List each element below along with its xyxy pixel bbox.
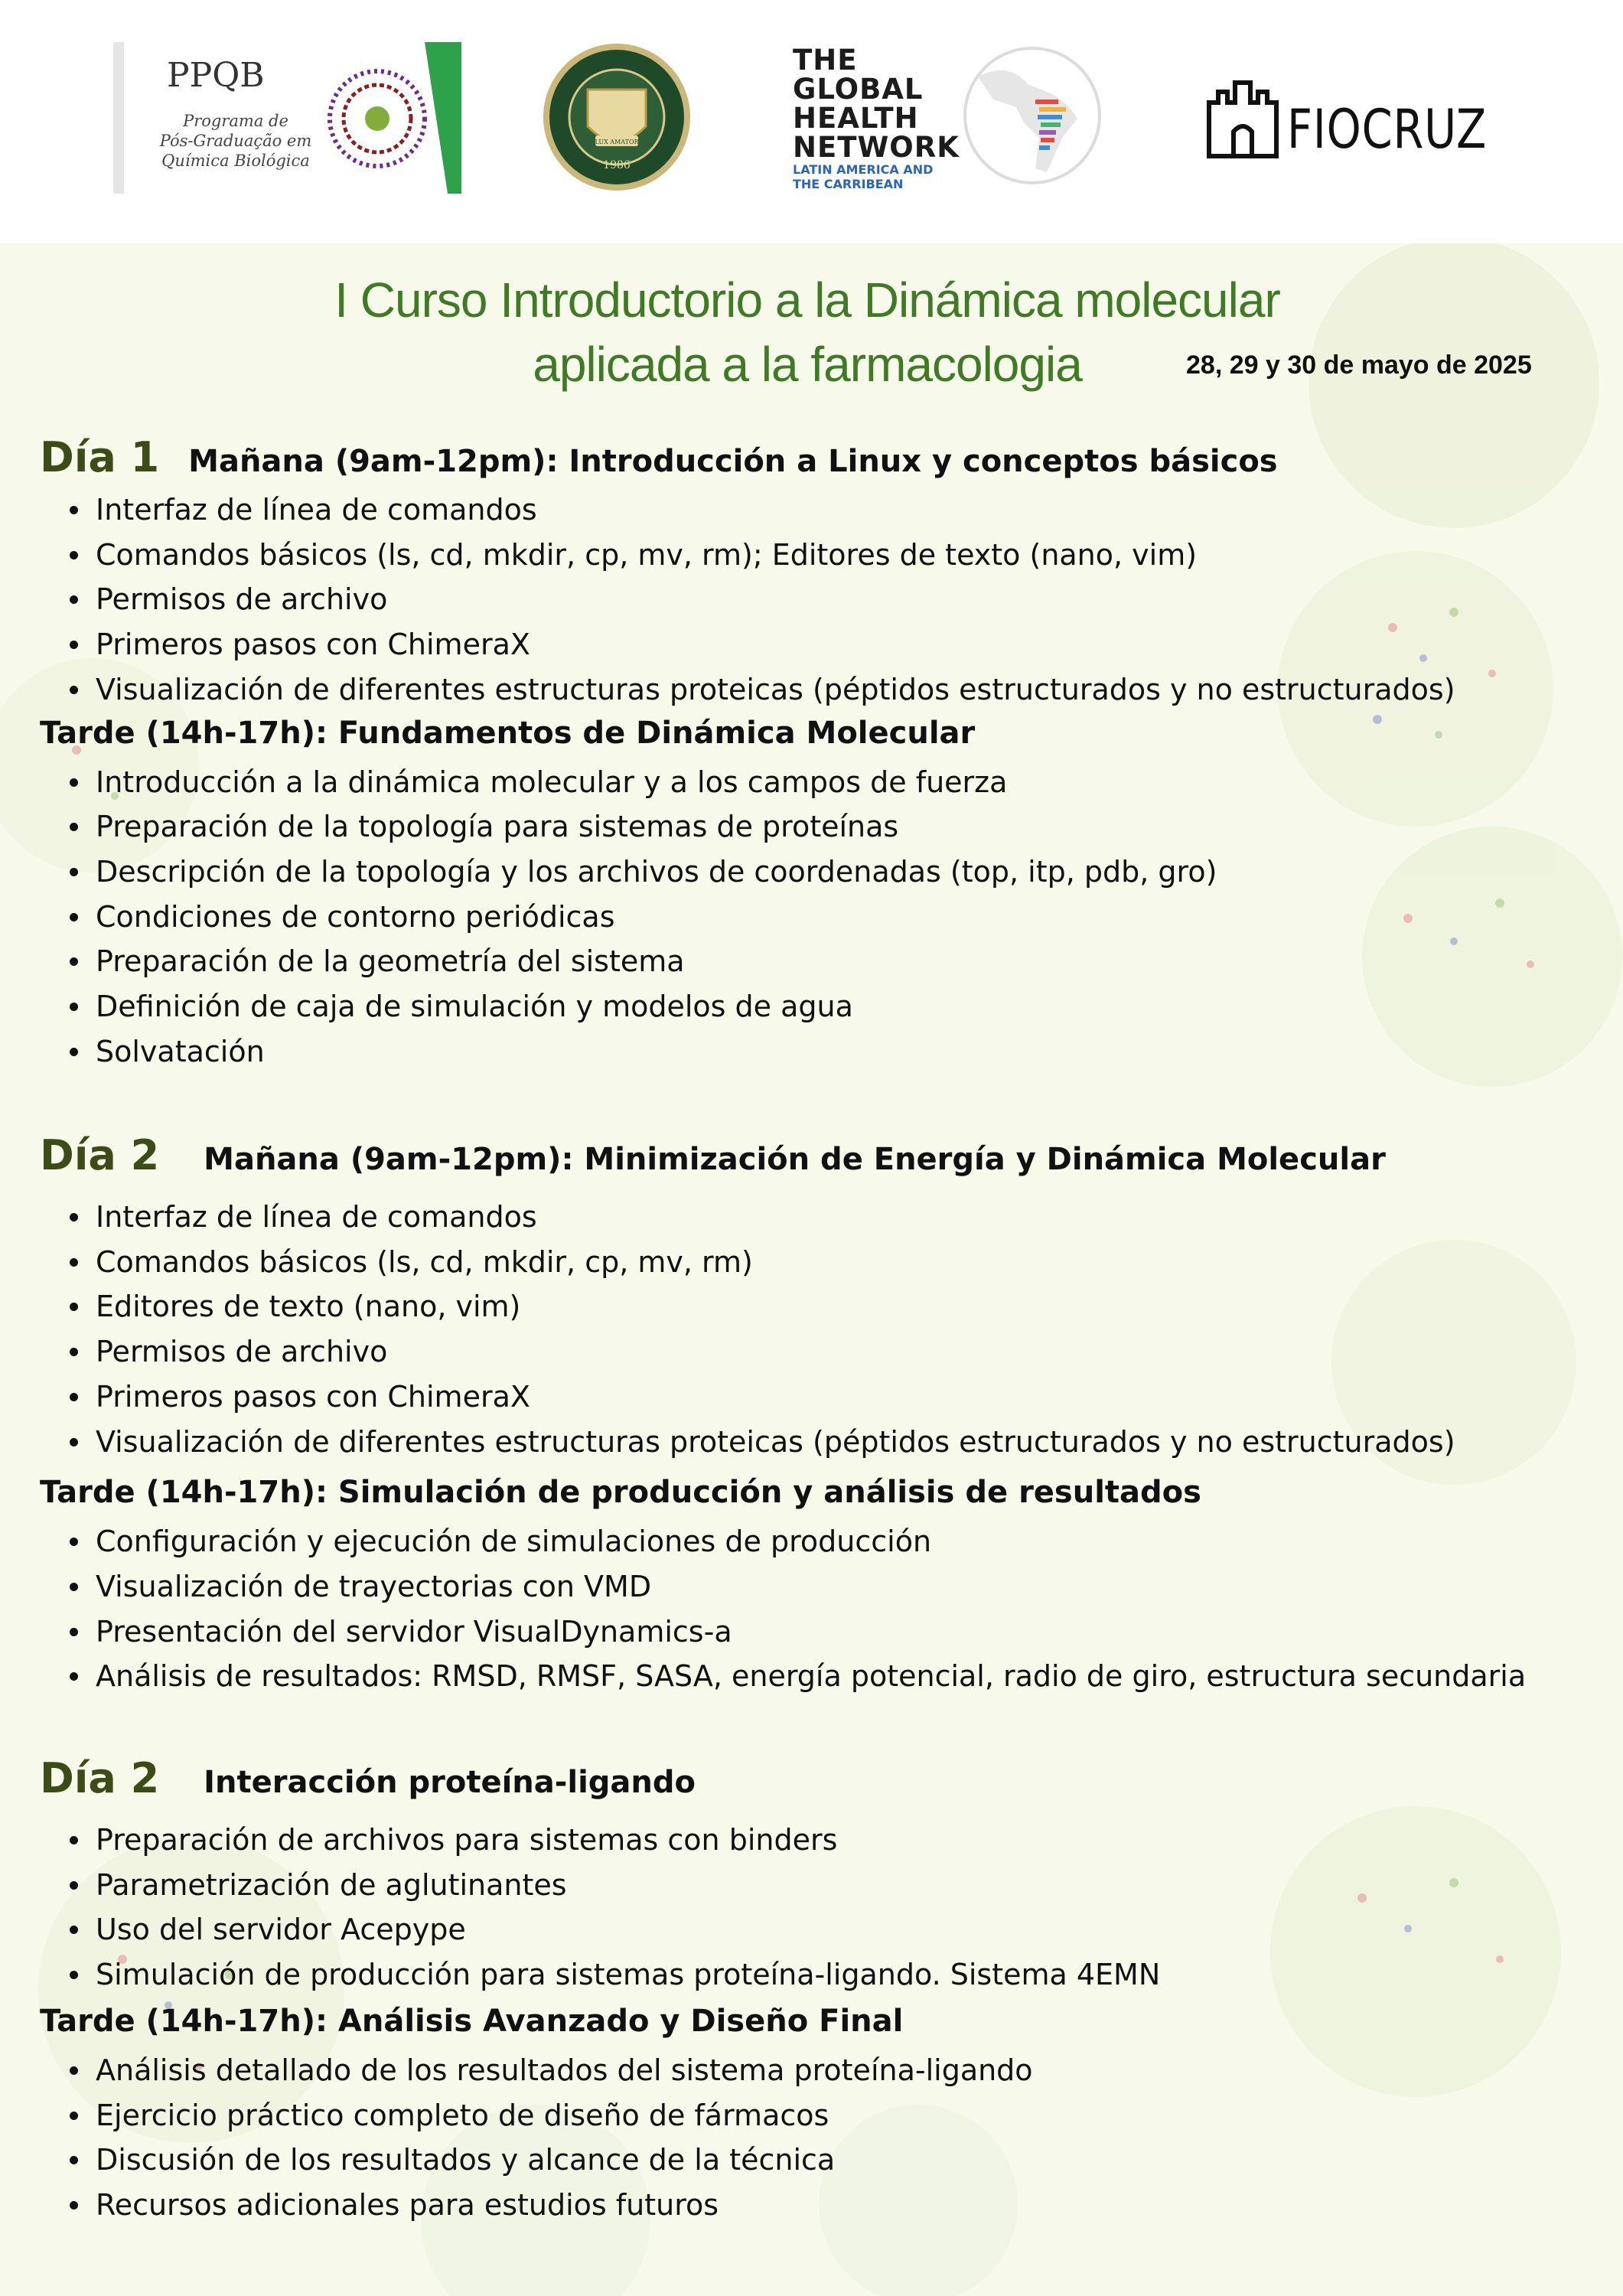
list-item: Discusión de los resultados y alcance de la técnica (40, 2138, 1160, 2183)
ppqb-subtitle: Programa de Pós-Graduação em Química Biológica (159, 112, 312, 170)
list-item: Interfaz de línea de comandos (40, 488, 1455, 533)
list-item: Preparación de archivos para sistemas con binders (40, 1818, 1160, 1863)
list-item: Ejercicio práctico completo de diseño de fármacos (40, 2093, 1160, 2138)
svg-text:1986: 1986 (603, 159, 631, 171)
list-item: Análisis de resultados: RMSD, RMSF, SASA, energía potencial, radio de giro, estructura secundaria (40, 1654, 1526, 1699)
morning-heading: Interacción proteína-ligando (204, 1765, 696, 1800)
universidade-regional-cariri-seal (542, 42, 692, 192)
day-2-section (40, 1131, 1526, 1699)
list-item: Configuración y ejecución de simulaciones de producción (40, 1519, 1526, 1564)
list-item: Visualización de diferentes estructuras proteicas (péptidos estructurados y no estructurados) (40, 1420, 1526, 1465)
list-item: Recursos adicionales para estudios futuros (40, 2183, 1160, 2228)
list-item: Comandos básicos (ls, cd, mkdir, cp, mv, rm); Editores de texto (nano, vim) (40, 533, 1455, 578)
list-item: Condiciones de contorno periódicas (40, 895, 1455, 940)
svg-text:LUX AMATOR: LUX AMATOR (595, 139, 639, 145)
list-item: Descripción de la topología y los archivos de coordenadas (top, itp, pdb, gro) (40, 850, 1455, 895)
morning-heading: Mañana (9am-12pm): Minimización de Energía y Dinámica Molecular (204, 1142, 1386, 1177)
afternoon-list (40, 760, 1455, 1075)
list-item: Parametrización de aglutinantes (40, 1863, 1160, 1908)
day-label: Día 2 (40, 1754, 160, 1802)
fiocruz-logo (1204, 77, 1495, 161)
list-item: Solvatación (40, 1029, 1455, 1075)
morning-list (40, 1818, 1160, 1998)
morning-list (40, 488, 1455, 713)
list-item: Interfaz de línea de comandos (40, 1195, 1526, 1240)
ghn-wordmark: THE GLOBAL HEALTH NETWORK (793, 44, 960, 164)
afternoon-heading: Tarde (14h-17h): Fundamentos de Dinámica Molecular (40, 715, 976, 751)
day-1-section (40, 433, 1455, 1074)
day-2-ligand-section (40, 1754, 1160, 2228)
afternoon-list (40, 2048, 1160, 2228)
list-item: Permisos de archivo (40, 577, 1455, 622)
global-health-network-logo (793, 46, 1106, 199)
afternoon-list (40, 1519, 1526, 1699)
list-item: Introducción a la dinámica molecular y a los campos de fuerza (40, 760, 1455, 805)
list-item: Primeros pasos con ChimeraX (40, 1375, 1526, 1420)
latin-america-map-icon (963, 46, 1102, 185)
list-item: Análisis detallado de los resultados del sistema proteína-ligando (40, 2048, 1160, 2093)
afternoon-heading: Tarde (14h-17h): Análisis Avanzado y Diseño Final (40, 2003, 904, 2039)
list-item: Comandos básicos (ls, cd, mkdir, cp, mv, rm) (40, 1240, 1526, 1285)
list-item: Definición de caja de simulación y modelos de agua (40, 984, 1455, 1029)
course-title-line2: aplicada a la farmacologia (533, 337, 1082, 392)
list-item: Preparación de la topología para sistemas de proteínas (40, 804, 1455, 850)
castle-icon (1204, 77, 1281, 161)
logo-header (0, 0, 1623, 243)
list-item: Editores de texto (nano, vim) (40, 1284, 1526, 1329)
ppqb-logo (113, 42, 461, 194)
course-dates: 28, 29 y 30 de mayo de 2025 (1186, 351, 1532, 380)
list-item: Preparación de la geometría del sistema (40, 939, 1455, 984)
ghn-region: LATIN AMERICA AND THE CARRIBEAN (793, 162, 934, 191)
day-label: Día 2 (40, 1131, 160, 1179)
list-item: Primeros pasos con ChimeraX (40, 622, 1455, 667)
list-item: Visualización de trayectorias con VMD (40, 1564, 1526, 1609)
morning-list (40, 1195, 1526, 1464)
fiocruz-wordmark: FIOCRUZ (1287, 98, 1488, 161)
morning-heading: Mañana (9am-12pm): Introducción a Linux y conceptos básicos (188, 444, 1278, 479)
course-title-line1: I Curso Introductorio a la Dinámica molecular (334, 272, 1280, 328)
list-item: Permisos de archivo (40, 1329, 1526, 1375)
molecule-icon (324, 50, 431, 188)
list-item: Simulación de producción para sistemas proteína-ligando. Sistema 4EMN (40, 1952, 1160, 1998)
afternoon-heading: Tarde (14h-17h): Simulación de producción y análisis de resultados (40, 1475, 1201, 1511)
list-item: Presentación del servidor VisualDynamics-a (40, 1609, 1526, 1655)
day-label: Día 1 (40, 433, 160, 481)
list-item: Uso del servidor Acepype (40, 1907, 1160, 1952)
ppqb-title: PPQB (167, 56, 265, 95)
list-item: Visualización de diferentes estructuras proteicas (péptidos estructurados y no estructurados) (40, 667, 1455, 713)
